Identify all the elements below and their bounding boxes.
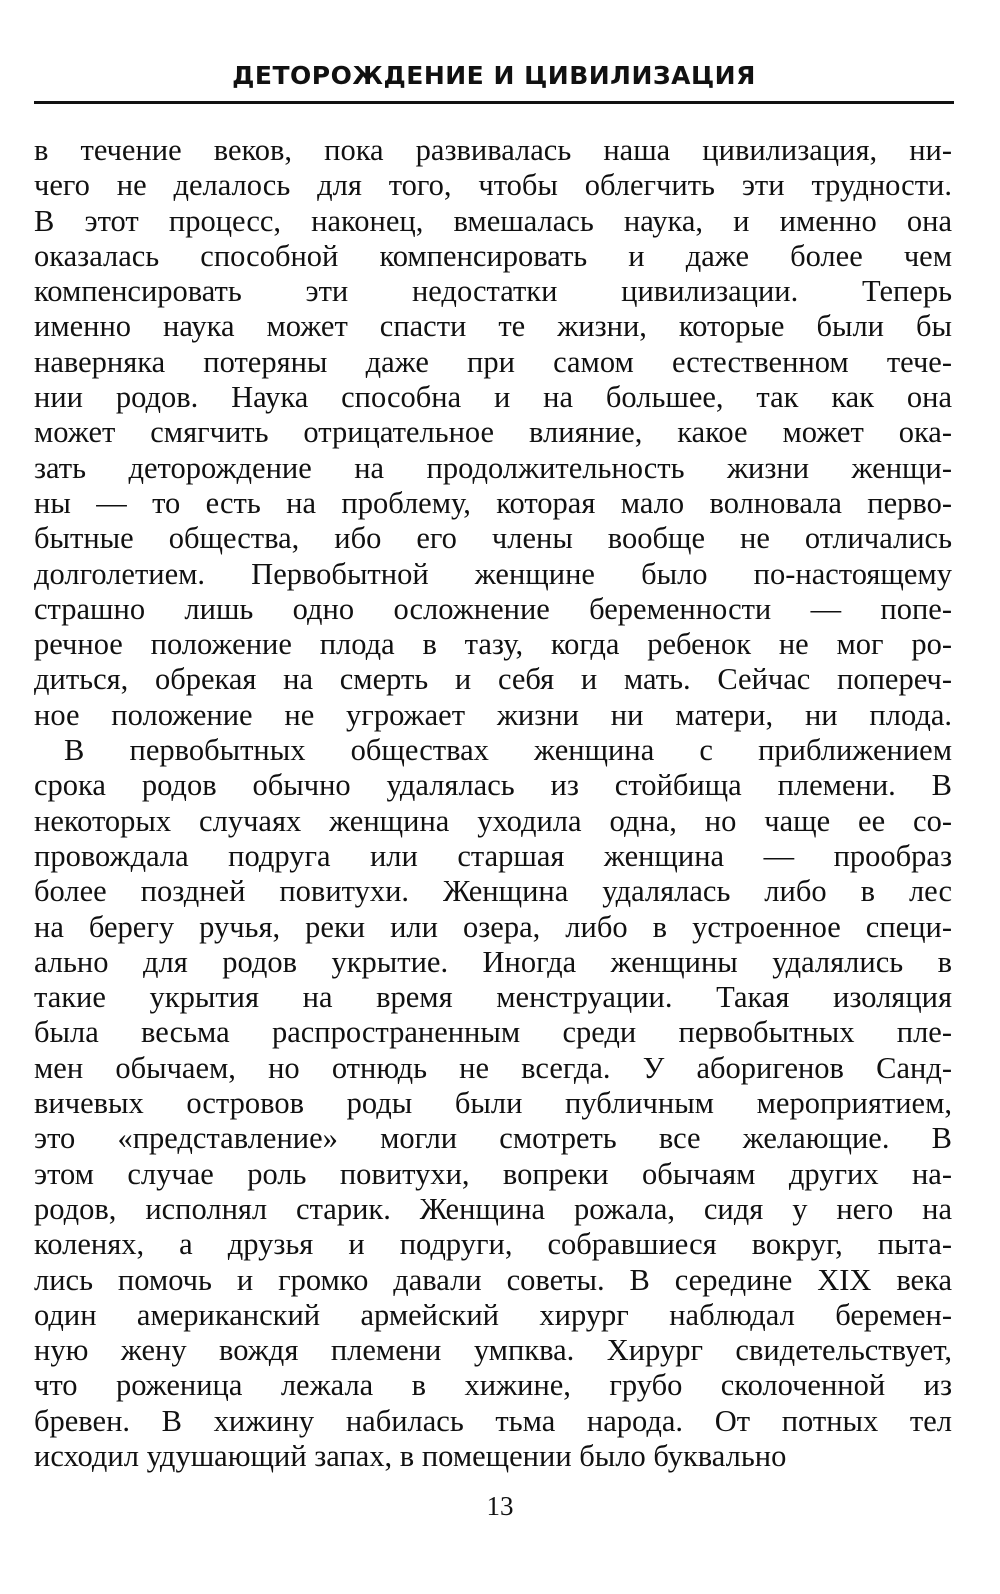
body-text [34, 133, 952, 1474]
page-number: 13 [486, 1491, 514, 1521]
text-line: была весьма распространенным среди первобытных пле- [34, 1015, 952, 1050]
text-line: зать деторождение на продолжительность жизни женщи- [34, 450, 952, 485]
text-line: родов, исполнял старик. Женщина рожала, сидя у него на [34, 1191, 952, 1226]
text-line: в течение веков, пока развивалась наша цивилизация, ни- [34, 133, 952, 167]
text-line: наверняка потеряны даже при самом естественном тече- [34, 344, 952, 379]
text-line: лись помочь и громко давали советы. В середине XIX века [34, 1262, 952, 1297]
text-line: такие укрытия на время менструации. Такая изоляция [34, 980, 952, 1015]
text-line: речное положение плода в тазу, когда ребенок не мог ро- [34, 627, 952, 662]
text-line: более поздней повитухи. Женщина удалялась либо в лес [34, 874, 952, 909]
text-line: нии родов. Наука способна и на большее, так как она [34, 380, 952, 415]
text-line: мен обычаем, но отнюдь не всегда. У аборигенов Санд- [34, 1050, 952, 1085]
text-line: срока родов обычно удалялась из стойбища племени. В [34, 768, 952, 803]
text-line: страшно лишь одно осложнение беременности — попе- [34, 591, 952, 626]
text-line: коленях, а друзья и подруги, собравшиеся вокруг, пыта- [34, 1227, 952, 1262]
running-head: ДЕТОРОЖДЕНИЕ И ЦИВИЛИЗАЦИЯ [232, 61, 756, 90]
text-line: бревен. В хижину набилась тьма народа. От потных тел [34, 1403, 952, 1438]
text-line: ны — то есть на проблему, которая мало волновала перво- [34, 485, 952, 520]
text-line: чего не делалось для того, чтобы облегчить эти трудности. [34, 168, 952, 203]
text-line: долголетием. Первобытной женщине было по-настоящему [34, 556, 952, 591]
text-line: один американский армейский хирург наблюдал беремен- [34, 1297, 952, 1332]
text-line: компенсировать эти недостатки цивилизации. Теперь [34, 274, 952, 309]
text-line: провождала подруга или старшая женщина — прообраз [34, 838, 952, 873]
text-line: В первобытных обществах женщина с приближением [64, 733, 952, 768]
text-line: на берегу ручья, реки или озера, либо в устроенное специ- [34, 909, 952, 944]
text-line: ное положение не угрожает жизни ни матери, ни плода. [34, 697, 952, 732]
paragraph-2 [34, 733, 952, 1474]
header-rule [34, 101, 954, 104]
text-line: вичевых островов роды были публичным мероприятием, [34, 1086, 952, 1121]
text-line: В этот процесс, наконец, вмешалась наука, и именно она [34, 203, 952, 238]
text-line: что роженица лежала в хижине, грубо сколоченной из [34, 1368, 952, 1403]
text-line: этом случае роль повитухи, вопреки обычаям других на- [34, 1156, 952, 1191]
text-line: некоторых случаях женщина уходила одна, но чаще ее со- [34, 803, 952, 838]
text-line: это «представление» могли смотреть все желающие. В [34, 1121, 952, 1156]
paragraph-1 [34, 133, 952, 733]
text-line: оказалась способной компенсировать и даже более чем [34, 238, 952, 273]
text-line: бытные общества, ибо его члены вообще не отличались [34, 521, 952, 556]
text-line: исходил удушающий запах, в помещении было буквально [34, 1438, 787, 1473]
text-line: именно наука может спасти те жизни, которые были бы [34, 309, 952, 344]
text-line: может смягчить отрицательное влияние, какое может ока- [34, 415, 952, 450]
text-line: ную жену вождя племени умпква. Хирург свидетельствует, [34, 1333, 952, 1368]
text-line: диться, обрекая на смерть и себя и мать. Сейчас попереч- [34, 662, 952, 697]
text-line: ально для родов укрытие. Иногда женщины удалялись в [34, 944, 952, 979]
